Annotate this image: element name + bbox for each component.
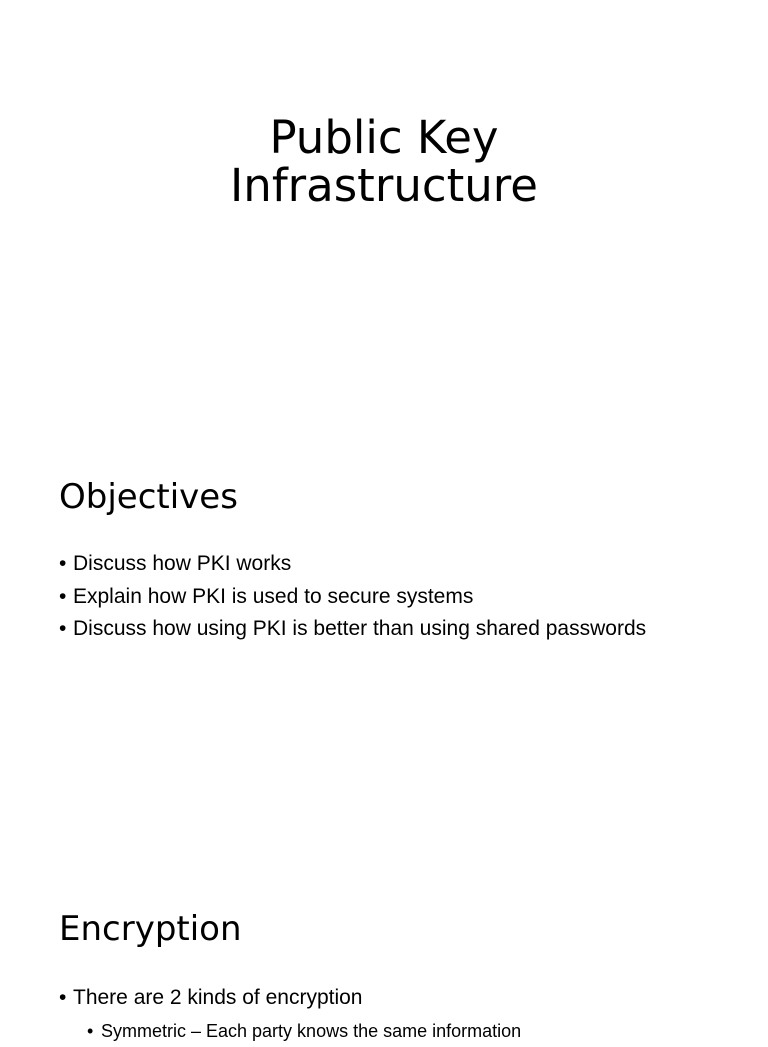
objectives-slide (0, 432, 768, 864)
bullet-item: • Explain how PKI is used to secure systems (59, 581, 646, 614)
bullet-list (59, 982, 521, 1047)
sub-bullet-item: • Symmetric – Each party knows the same information (59, 1015, 521, 1047)
bullet-list (59, 548, 646, 646)
title-line: Infrastructure (0, 162, 768, 210)
presentation-title (0, 114, 768, 210)
bullet-item: • Discuss how using PKI is better than using shared passwords (59, 613, 646, 646)
title-slide (0, 0, 768, 432)
bullet-item: • There are 2 kinds of encryption (59, 982, 521, 1015)
bullet-item: • Discuss how PKI works (59, 548, 646, 581)
title-line: Public Key (0, 114, 768, 162)
slide-heading: Encryption (59, 909, 242, 949)
slide-heading: Objectives (59, 477, 238, 517)
encryption-slide (0, 864, 768, 1024)
